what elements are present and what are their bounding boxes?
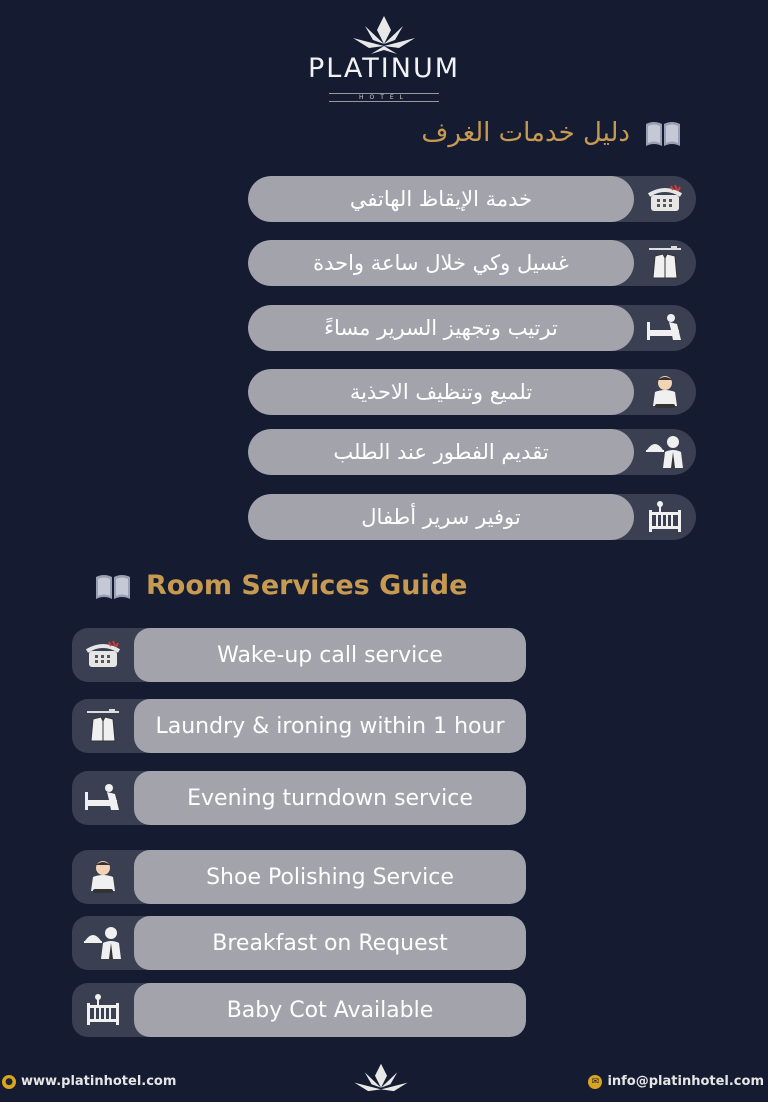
phone-icon [634, 176, 696, 222]
waiter-icon [72, 916, 134, 970]
footer-email[interactable] [588, 1074, 764, 1089]
service-label: تقديم الفطور عند الطلب [248, 429, 634, 475]
shoe-polish-icon [634, 369, 696, 415]
english-service-item [72, 983, 526, 1037]
website-text: www.platinhotel.com [21, 1074, 177, 1089]
brand-name: PLATINUM [307, 53, 461, 84]
waiter-icon [634, 429, 696, 475]
hotel-logo [0, 14, 768, 103]
service-label: Baby Cot Available [134, 983, 526, 1037]
arabic-service-item [248, 369, 696, 415]
service-label: ترتيب وتجهيز السرير مساءً [248, 305, 634, 351]
service-label: Breakfast on Request [134, 916, 526, 970]
laundry-icon [634, 240, 696, 286]
phone-icon [72, 628, 134, 682]
english-section-title [94, 570, 467, 601]
service-label: Laundry & ironing within 1 hour [134, 699, 526, 753]
english-service-item [72, 628, 526, 682]
service-label: Wake-up call service [134, 628, 526, 682]
footer-website[interactable] [2, 1074, 176, 1089]
book-icon [94, 571, 132, 601]
globe-icon: ● [2, 1075, 16, 1089]
arabic-service-item [248, 429, 696, 475]
english-service-item [72, 771, 526, 825]
english-service-item [72, 699, 526, 753]
email-icon: ✉ [588, 1075, 602, 1089]
service-label: غسيل وكي خلال ساعة واحدة [248, 240, 634, 286]
arabic-service-item [248, 305, 696, 351]
crib-icon [634, 494, 696, 540]
brand-sub: HOTEL [329, 93, 439, 102]
service-label: توفير سرير أطفال [248, 494, 634, 540]
english-service-item [72, 850, 526, 904]
arabic-title-text: دليل خدمات الغرف [421, 118, 630, 148]
arabic-service-item [248, 176, 696, 222]
service-label: تلميع وتنظيف الاحذية [248, 369, 634, 415]
shoe-polish-icon [72, 850, 134, 904]
english-service-item [72, 916, 526, 970]
english-title-text: Room Services Guide [146, 570, 468, 601]
bed-service-icon [634, 305, 696, 351]
service-label: خدمة الإيقاظ الهاتفي [248, 176, 634, 222]
lotus-logo-icon [349, 14, 419, 56]
laundry-icon [72, 699, 134, 753]
email-text: info@platinhotel.com [607, 1074, 764, 1089]
book-icon [644, 118, 682, 148]
service-label: Evening turndown service [134, 771, 526, 825]
service-label: Shoe Polishing Service [134, 850, 526, 904]
arabic-service-item [248, 240, 696, 286]
arabic-service-item [248, 494, 696, 540]
crib-icon [72, 983, 134, 1037]
arabic-section-title [421, 118, 682, 148]
bed-service-icon [72, 771, 134, 825]
footer-lotus-icon [346, 1062, 416, 1102]
